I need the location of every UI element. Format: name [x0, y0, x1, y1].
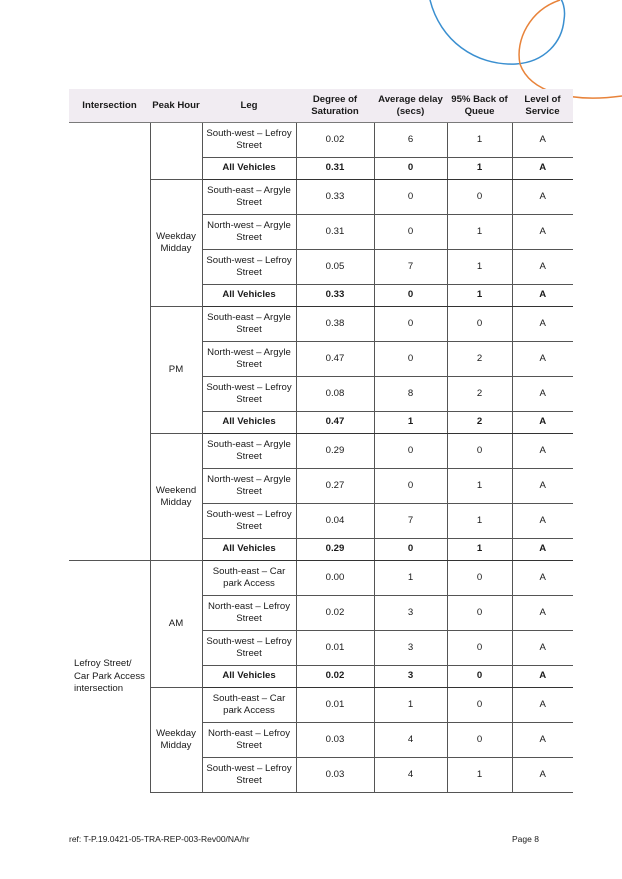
leg-cell: North-west – Argyle Street — [202, 215, 296, 250]
leg-cell: South-east – Car park Access — [202, 688, 296, 723]
delay-cell: 0 — [374, 342, 447, 377]
delay-cell: 0 — [374, 158, 447, 180]
peak-hour-cell: Weekend Midday — [150, 434, 202, 561]
delay-cell: 3 — [374, 596, 447, 631]
los-cell: A — [512, 504, 573, 539]
leg-cell: South-east – Argyle Street — [202, 434, 296, 469]
queue-cell: 0 — [447, 180, 512, 215]
saturation-cell: 0.31 — [296, 215, 374, 250]
los-cell: A — [512, 377, 573, 412]
delay-cell: 0 — [374, 434, 447, 469]
saturation-cell: 0.00 — [296, 561, 374, 596]
los-cell: A — [512, 596, 573, 631]
los-cell: A — [512, 723, 573, 758]
delay-cell: 0 — [374, 469, 447, 504]
peak-hour-cell — [150, 123, 202, 180]
queue-cell: 1 — [447, 539, 512, 561]
saturation-cell: 0.03 — [296, 723, 374, 758]
los-cell: A — [512, 342, 573, 377]
los-cell: A — [512, 123, 573, 158]
queue-cell: 0 — [447, 666, 512, 688]
delay-cell: 0 — [374, 215, 447, 250]
leg-cell: All Vehicles — [202, 539, 296, 561]
table-row — [69, 123, 573, 158]
queue-cell: 1 — [447, 469, 512, 504]
leg-cell: All Vehicles — [202, 666, 296, 688]
leg-cell: South-east – Argyle Street — [202, 307, 296, 342]
saturation-cell: 0.31 — [296, 158, 374, 180]
footer-page-number: Page 8 — [512, 834, 539, 844]
leg-cell: North-west – Argyle Street — [202, 469, 296, 504]
saturation-cell: 0.33 — [296, 285, 374, 307]
queue-cell: 0 — [447, 307, 512, 342]
saturation-cell: 0.29 — [296, 434, 374, 469]
header-back-of-queue: 95% Back of Queue — [447, 89, 512, 123]
delay-cell: 6 — [374, 123, 447, 158]
intersection-cell: Lefroy Street/ Car Park Access intersection — [74, 658, 145, 694]
peak-hour-cell: Weekday Midday — [150, 180, 202, 307]
queue-cell: 0 — [447, 631, 512, 666]
queue-cell: 1 — [447, 250, 512, 285]
delay-cell: 7 — [374, 504, 447, 539]
header-intersection: Intersection — [69, 89, 150, 123]
leg-cell: South-west – Lefroy Street — [202, 504, 296, 539]
los-cell: A — [512, 180, 573, 215]
leg-cell: South-west – Lefroy Street — [202, 377, 296, 412]
leg-cell: South-east – Car park Access — [202, 561, 296, 596]
saturation-cell: 0.33 — [296, 180, 374, 215]
queue-cell: 0 — [447, 688, 512, 723]
queue-cell: 0 — [447, 561, 512, 596]
queue-cell: 1 — [447, 285, 512, 307]
los-cell: A — [512, 539, 573, 561]
saturation-cell: 0.38 — [296, 307, 374, 342]
queue-cell: 2 — [447, 377, 512, 412]
saturation-cell: 0.02 — [296, 666, 374, 688]
leg-cell: South-west – Lefroy Street — [202, 123, 296, 158]
leg-cell: All Vehicles — [202, 285, 296, 307]
orange-arc-graphic — [519, 0, 622, 98]
table-body — [69, 123, 573, 793]
delay-cell: 0 — [374, 539, 447, 561]
leg-cell: North-west – Argyle Street — [202, 342, 296, 377]
delay-cell: 0 — [374, 285, 447, 307]
peak-hour-cell: Weekday Midday — [150, 688, 202, 793]
queue-cell: 0 — [447, 434, 512, 469]
los-cell: A — [512, 285, 573, 307]
saturation-cell: 0.47 — [296, 412, 374, 434]
los-cell: A — [512, 561, 573, 596]
los-cell: A — [512, 250, 573, 285]
saturation-cell: 0.01 — [296, 688, 374, 723]
queue-cell: 1 — [447, 123, 512, 158]
los-cell: A — [512, 434, 573, 469]
saturation-cell: 0.27 — [296, 469, 374, 504]
sidra-results-table — [69, 89, 573, 793]
queue-cell: 1 — [447, 504, 512, 539]
saturation-cell: 0.04 — [296, 504, 374, 539]
saturation-cell: 0.02 — [296, 123, 374, 158]
queue-cell: 2 — [447, 412, 512, 434]
delay-cell: 0 — [374, 180, 447, 215]
leg-cell: All Vehicles — [202, 158, 296, 180]
leg-cell: South-west – Lefroy Street — [202, 631, 296, 666]
delay-cell: 1 — [374, 561, 447, 596]
intersection-cell — [69, 123, 150, 561]
los-cell: A — [512, 158, 573, 180]
leg-cell: South-east – Argyle Street — [202, 180, 296, 215]
saturation-cell: 0.29 — [296, 539, 374, 561]
queue-cell: 1 — [447, 215, 512, 250]
leg-cell: North-east – Lefroy Street — [202, 596, 296, 631]
delay-cell: 7 — [374, 250, 447, 285]
leg-cell: South-west – Lefroy Street — [202, 250, 296, 285]
los-cell: A — [512, 688, 573, 723]
los-cell: A — [512, 215, 573, 250]
queue-cell: 0 — [447, 723, 512, 758]
queue-cell: 0 — [447, 596, 512, 631]
header-level-of-service: Level of Service — [512, 89, 573, 123]
header-degree-of-saturation: Degree of Saturation — [296, 89, 374, 123]
los-cell: A — [512, 307, 573, 342]
delay-cell: 4 — [374, 723, 447, 758]
leg-cell: South-west – Lefroy Street — [202, 758, 296, 793]
header-peak-hour: Peak Hour — [150, 89, 202, 123]
leg-cell: North-east – Lefroy Street — [202, 723, 296, 758]
los-cell: A — [512, 469, 573, 504]
delay-cell: 3 — [374, 631, 447, 666]
delay-cell: 8 — [374, 377, 447, 412]
saturation-cell: 0.05 — [296, 250, 374, 285]
delay-cell: 3 — [374, 666, 447, 688]
table-row — [69, 561, 573, 596]
blue-arc-graphic — [430, 0, 565, 64]
saturation-cell: 0.47 — [296, 342, 374, 377]
saturation-cell: 0.01 — [296, 631, 374, 666]
delay-cell: 1 — [374, 412, 447, 434]
header-average-delay: Average delay (secs) — [374, 89, 447, 123]
footer-reference: ref: T-P.19.0421-05-TRA-REP-003-Rev00/NA/hr — [69, 834, 250, 844]
queue-cell: 1 — [447, 758, 512, 793]
los-cell: A — [512, 412, 573, 434]
queue-cell: 1 — [447, 158, 512, 180]
saturation-cell: 0.08 — [296, 377, 374, 412]
saturation-cell: 0.02 — [296, 596, 374, 631]
saturation-cell: 0.03 — [296, 758, 374, 793]
los-cell: A — [512, 631, 573, 666]
delay-cell: 1 — [374, 688, 447, 723]
delay-cell: 0 — [374, 307, 447, 342]
table-header-row — [69, 89, 573, 123]
los-cell: A — [512, 758, 573, 793]
leg-cell: All Vehicles — [202, 412, 296, 434]
delay-cell: 4 — [374, 758, 447, 793]
peak-hour-cell: PM — [150, 307, 202, 434]
queue-cell: 2 — [447, 342, 512, 377]
los-cell: A — [512, 666, 573, 688]
header-leg: Leg — [202, 89, 296, 123]
peak-hour-cell: AM — [150, 561, 202, 688]
